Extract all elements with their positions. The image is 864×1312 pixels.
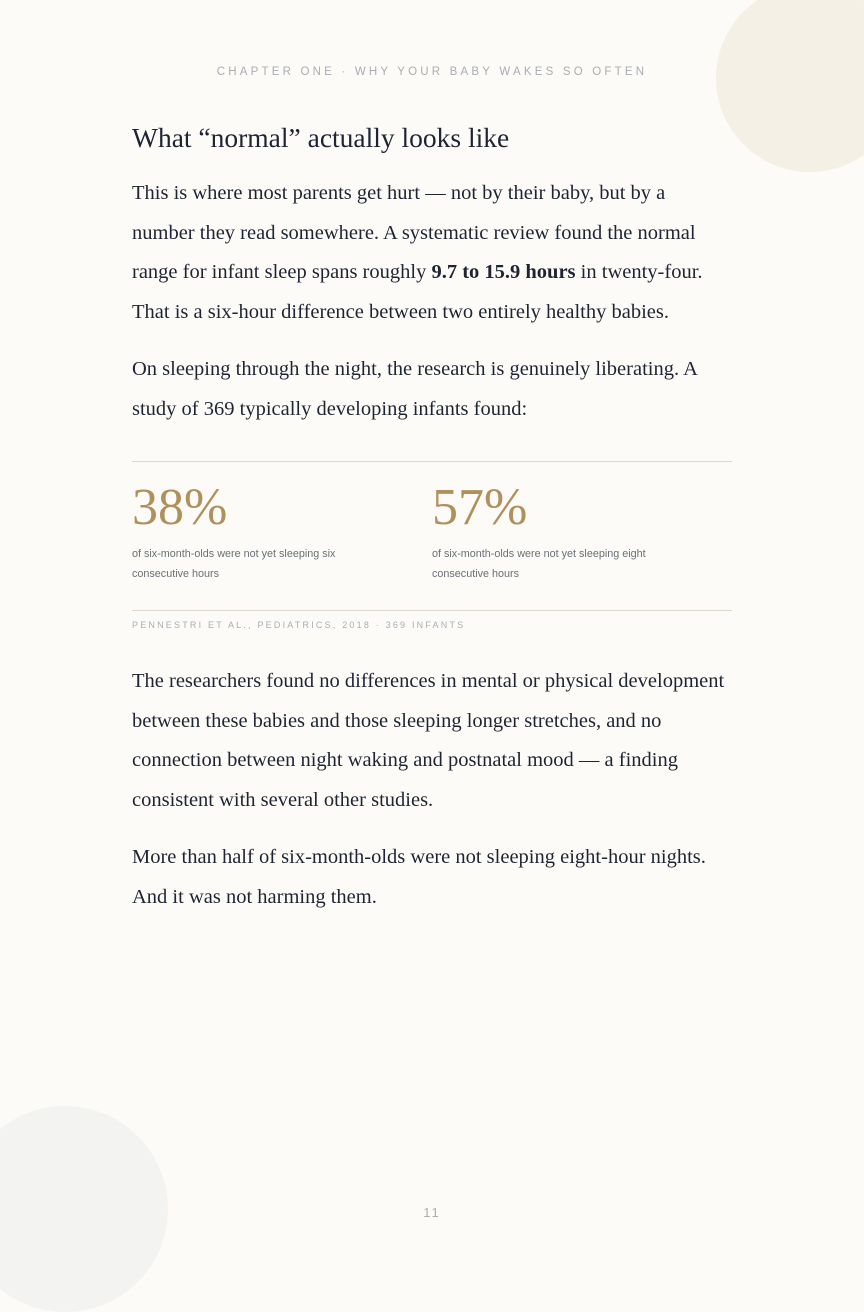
paragraph-1-bold-range: 9.7 to 15.9 hours xyxy=(431,261,576,283)
page-content xyxy=(132,118,732,917)
decorative-circle-top xyxy=(716,0,864,172)
stats-block xyxy=(132,461,732,611)
paragraph-1-text-before: This is where most parents get hurt — not by their baby, but by a number they read somewhere. A systematic review found the normal range for infant sleep spans roughly xyxy=(132,182,696,283)
stat-six-hours xyxy=(132,476,432,584)
paragraph-1 xyxy=(132,174,732,332)
section-heading: What “normal” actually looks like xyxy=(132,122,510,153)
stat-eight-hours xyxy=(432,476,732,584)
paragraph-1-text-after: in twenty-four. That is a six-hour difference between two entirely healthy babies. xyxy=(132,261,703,323)
stat-caption: of six-month-olds were not yet sleeping six consecutive hours xyxy=(132,548,336,580)
source-citation: PENNESTRI ET AL., PEDIATRICS, 2018 · 369 INFANTS xyxy=(132,620,466,630)
paragraph-4: More than half of six-month-olds were not sleeping eight-hour nights. And it was not harming them. xyxy=(132,846,706,908)
page-number: 11 xyxy=(423,1205,441,1220)
running-head: CHAPTER ONE · WHY YOUR BABY WAKES SO OFTEN xyxy=(216,66,648,78)
stat-value: 38% xyxy=(132,479,228,536)
paragraph-3: The researchers found no differences in mental or physical development between these babies and those sleeping longer stretches, and no connection between night waking and postnatal mood — a finding consistent with several other studies. xyxy=(132,670,725,811)
paragraph-2: On sleeping through the night, the research is genuinely liberating. A study of 369 typically developing infants found: xyxy=(132,358,697,420)
stat-caption: of six-month-olds were not yet sleeping eight consecutive hours xyxy=(432,548,646,580)
stat-value: 57% xyxy=(432,479,528,536)
